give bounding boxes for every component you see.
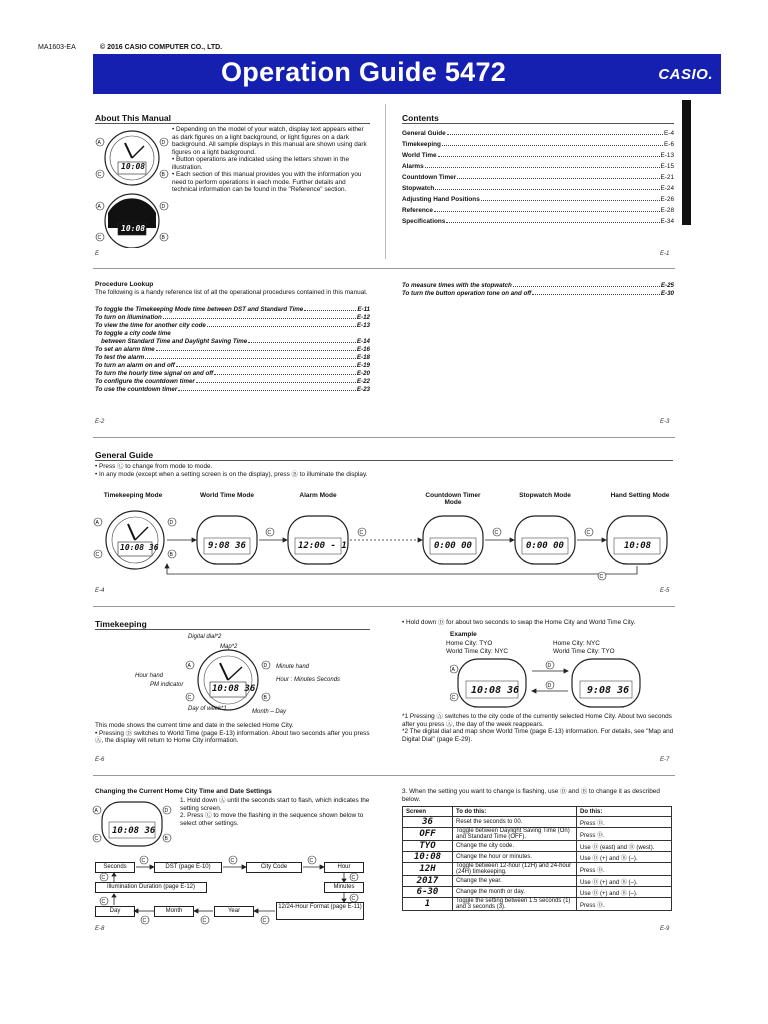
svg-text:A: A — [97, 140, 101, 146]
general-title: General Guide — [95, 450, 154, 460]
page-number: E — [95, 251, 100, 257]
mode-label-alarm: Alarm Mode — [299, 492, 337, 499]
column-header: Do this: — [577, 807, 672, 817]
flow-illumination: Illumination Duration (page E-12) — [95, 882, 207, 893]
general-bullet-2: • In any mode (except when a setting screen is on the display), press Ⓑ to illuminate the display. — [95, 470, 368, 478]
svg-text:C: C — [101, 875, 106, 881]
page-number: E-2 — [95, 419, 105, 425]
timekeeping-text — [95, 722, 375, 745]
step-3: 3. When the setting you want to change is flashing, use Ⓓ and Ⓑ to change it as described below. — [402, 788, 660, 803]
table-row: 36 Reset the seconds to 00. Press Ⓓ. — [403, 817, 672, 828]
display-alarm: 12:00 - 1 — [298, 541, 347, 551]
procedure-item[interactable]: To use the countdown timer E-23 — [95, 386, 370, 393]
mode-cycle-diagram — [92, 510, 682, 582]
svg-text:C: C — [586, 530, 591, 536]
column-header: Screen — [403, 807, 453, 817]
svg-text:D: D — [169, 520, 174, 526]
display-countdown: 0:00 00 — [434, 541, 472, 551]
label-digital-dial: Digital dial*2 — [188, 634, 222, 640]
svg-text:C: C — [97, 235, 102, 241]
procedure-item[interactable]: To turn the hourly time signal on and off E-20 — [95, 370, 370, 377]
toc-item[interactable]: Timekeeping E-6 — [402, 141, 674, 148]
svg-text:C: C — [351, 896, 356, 902]
svg-text:B: B — [161, 172, 165, 178]
svg-text:C: C — [95, 552, 100, 558]
setting-watch-diagram — [92, 798, 172, 848]
svg-text:B: B — [263, 695, 267, 701]
procedure-item[interactable]: To test the alarm E-18 — [95, 354, 370, 361]
table-row: 1 Toggle the setting between 1.5 seconds (1) and 3 seconds (3). Press Ⓓ. — [403, 898, 672, 911]
watch-display-top: 10:08 — [121, 162, 146, 171]
svg-text:C: C — [142, 918, 147, 924]
table-row: 12H Toggle between 12-hour (12H) and 24-hour (24H) timekeeping. Press Ⓓ. — [403, 863, 672, 876]
svg-text:C: C — [94, 836, 99, 842]
page-separator — [93, 606, 675, 607]
general-bullets — [95, 463, 415, 478]
toc-item[interactable]: Alarms E-15 — [402, 163, 674, 170]
example-1-home: Home City: TYO — [446, 640, 493, 647]
svg-text:C: C — [359, 530, 364, 536]
swap-bullet: • Hold down Ⓓ for about two seconds to swap the Home City and World Time City. — [402, 619, 636, 626]
step-1: 1. Hold down Ⓐ until the seconds start to flash, which indicates the setting screen. — [180, 797, 370, 812]
table-row: 2017 Change the year. Use Ⓓ (+) and Ⓑ (–). — [403, 876, 672, 887]
step-2: 2. Press Ⓒ to move the flashing in the sequence shown below to select other settings. — [180, 812, 364, 827]
page-separator — [93, 437, 675, 438]
label-dow: Day of week*1 — [188, 706, 227, 712]
example-2-home: Home City: NYC — [553, 640, 600, 647]
title-banner — [93, 54, 721, 94]
procedure-intro: The following is a handy reference list of all the operational procedures contained in this manual. — [95, 289, 368, 296]
example-1-world: World Time City: NYC — [446, 647, 509, 655]
svg-text:A: A — [97, 204, 101, 210]
label-minute-hand: Minute hand — [276, 664, 310, 670]
procedure-item[interactable]: To toggle a city code time — [95, 330, 171, 337]
watch-hand-setting — [607, 516, 667, 564]
svg-text:C: C — [267, 530, 272, 536]
timekeeping-display: 10:08 36 — [212, 684, 256, 694]
svg-text:C: C — [309, 858, 314, 864]
about-paragraph-2: • Button operations are indicated using the letters shown in the illustration. — [172, 156, 350, 171]
toc-item[interactable]: Specifications E-34 — [402, 218, 674, 225]
svg-text:A: A — [451, 667, 455, 673]
page-separator — [93, 775, 675, 776]
document-code: MA1603-EA — [38, 44, 76, 51]
svg-text:C: C — [262, 918, 267, 924]
watch-world-time — [197, 516, 257, 564]
watch-face-top — [96, 131, 168, 185]
about-rule — [95, 123, 370, 124]
flow-arrows — [92, 855, 372, 930]
page-number: E-1 — [660, 251, 670, 257]
flow-year: Year — [214, 906, 254, 917]
page-number: E-3 — [660, 419, 670, 425]
label-md: Month – Day — [252, 709, 287, 715]
page-number: E-9 — [660, 926, 670, 932]
page-title: Operation Guide 5472 — [221, 57, 507, 87]
svg-text:B: B — [169, 552, 173, 558]
about-paragraph-3: • Each section of this manual provides you with the information you need to perform operations in each mode. Further details and technical information can be found in the "Reference" section. — [172, 171, 362, 193]
toc-item[interactable]: World Time E-13 — [402, 152, 674, 159]
display-hand-setting: 10:08 — [624, 541, 652, 551]
label-hour-hand: Hour hand — [135, 673, 164, 679]
svg-text:A: A — [94, 808, 98, 814]
mode-label-hand-setting: Hand Setting Mode — [610, 492, 670, 499]
label-pm: PM indicator — [150, 682, 184, 688]
page-number: E-5 — [660, 588, 670, 594]
example-2-world: World Time City: TYO — [553, 647, 615, 655]
example-display-2: 9:08 36 — [587, 685, 630, 696]
svg-text:A: A — [187, 663, 191, 669]
svg-text:D: D — [263, 663, 268, 669]
timekeeping-rule — [95, 629, 370, 630]
about-title: About This Manual — [95, 113, 172, 123]
table-header-row — [403, 807, 672, 817]
flow-city-code: City Code — [246, 862, 302, 873]
svg-text:D: D — [161, 140, 166, 146]
flow-seconds: Seconds — [95, 862, 135, 873]
procedure-list — [95, 305, 370, 393]
note-2: *2 The digital dial and map show World Time (page E-13) information. For details, see "Map and Digital Dial" (page E-29). — [402, 728, 674, 743]
table-row: 6-30 Change the month or day. Use Ⓓ (+) and Ⓑ (–). — [403, 887, 672, 898]
setting-display: 10:08 36 — [112, 826, 156, 836]
section-tab — [682, 100, 691, 225]
procedure-list-right — [402, 281, 674, 297]
copyright: © 2016 CASIO COMPUTER CO., LTD. — [100, 44, 223, 51]
svg-text:D: D — [164, 808, 169, 814]
mode-label-stopwatch: Stopwatch Mode — [519, 492, 571, 499]
svg-text:C: C — [451, 695, 456, 701]
svg-text:B: B — [164, 836, 168, 842]
watch-face-bottom — [96, 194, 168, 248]
label-map: Map*2 — [220, 644, 238, 650]
page-number: E-6 — [95, 757, 105, 763]
settings-table — [402, 806, 672, 911]
svg-text:A: A — [95, 520, 99, 526]
watch-stopwatch — [515, 516, 575, 564]
example-display-1: 10:08 36 — [471, 685, 520, 696]
note-1: *1 Pressing Ⓐ switches to the city code of the currently selected Home City. About two seconds after you press Ⓐ, the day of the week reappears. — [402, 713, 672, 728]
contents-list — [402, 126, 674, 225]
svg-text:C: C — [141, 858, 146, 864]
flow-hour: Hour — [324, 862, 364, 873]
display-timekeeping: 10:08 36 — [120, 543, 159, 552]
procedure-title: Procedure Lookup — [95, 281, 154, 288]
procedure-item[interactable]: To toggle the Timekeeping Mode time between DST and Standard Time E-11 — [95, 306, 370, 313]
svg-text:D: D — [161, 204, 166, 210]
svg-text:C: C — [230, 858, 235, 864]
toc-item[interactable]: Countdown Timer E-21 — [402, 174, 674, 181]
svg-text:C: C — [101, 899, 106, 905]
flow-month: Month — [154, 906, 194, 917]
timekeeping-title: Timekeeping — [95, 619, 147, 629]
watch-display-bottom: 10:08 — [121, 224, 146, 233]
svg-text:C: C — [599, 574, 604, 580]
changing-title: Changing the Current Home City Time and Date Settings — [95, 788, 272, 795]
label-hms: Hour : Minutes Seconds — [276, 677, 341, 683]
svg-text:B: B — [161, 235, 165, 241]
mode-label-world-time: World Time Mode — [200, 492, 254, 499]
toc-item[interactable]: Stopwatch E-24 — [402, 185, 674, 192]
svg-text:C: C — [97, 172, 102, 178]
table-row: 10:08 Change the hour or minutes. Use Ⓓ (+) and Ⓑ (–). — [403, 852, 672, 863]
svg-text:C: C — [351, 875, 356, 881]
procedure-item[interactable]: To turn an alarm on and off E-19 — [95, 362, 370, 369]
general-rule — [95, 460, 673, 461]
contents-rule — [402, 123, 674, 124]
page-number: E-8 — [95, 926, 105, 932]
timekeeping-watch-diagram — [180, 645, 280, 715]
watch-timekeeping — [106, 511, 164, 569]
general-bullet-1: • Press Ⓒ to change from mode to mode. — [95, 463, 213, 470]
example-2 — [553, 640, 615, 655]
contents-title: Contents — [402, 113, 439, 123]
flow-day: Day — [95, 906, 135, 917]
svg-text:C: C — [202, 918, 207, 924]
procedure-item[interactable]: To turn the button operation tone on and off E-30 — [402, 290, 674, 297]
page-number: E-4 — [95, 588, 105, 594]
procedure-item[interactable]: To measure times with the stopwatch E-25 — [402, 282, 674, 289]
flow-12-24-format: 12/24-Hour Format (page E-11) — [276, 902, 364, 920]
toc-item[interactable]: General Guide E-4 — [402, 130, 674, 137]
mode-label-countdown: Countdown Timer Mode — [425, 492, 481, 506]
mode-label-timekeeping: Timekeeping Mode — [103, 492, 163, 499]
timekeeping-intro: This mode shows the current time and date in the selected Home City. — [95, 722, 294, 729]
procedure-item[interactable]: between Standard Time and Daylight Saving Time E-14 — [101, 338, 370, 345]
svg-text:C: C — [187, 695, 192, 701]
procedure-item[interactable]: To configure the countdown timer E-22 — [95, 378, 370, 385]
watch-alarm — [288, 516, 348, 564]
example-title: Example — [450, 631, 477, 638]
timekeeping-notes — [402, 713, 674, 743]
page-number: E-7 — [660, 757, 670, 763]
table-row: OFF Toggle between Daylight Saving Time (On) and Standard Time (OFF). Press Ⓓ. — [403, 828, 672, 841]
flow-dst: DST (page E-10) — [154, 862, 222, 873]
column-header: To do this: — [453, 807, 577, 817]
svg-text:C: C — [494, 530, 499, 536]
changing-steps — [180, 797, 370, 827]
display-world-time: 9:08 36 — [208, 541, 246, 551]
display-stopwatch: 0:00 00 — [526, 541, 564, 551]
watch-countdown — [423, 516, 483, 564]
timekeeping-bullet: • Pressing Ⓓ switches to World Time (page E-13) information. About two seconds after you press Ⓐ, the display will return to Home City information. — [95, 729, 370, 744]
table-row: TYO Change the city code. Use Ⓓ (east) and Ⓑ (west). — [403, 841, 672, 852]
flow-minutes: Minutes — [324, 882, 364, 893]
svg-text:D: D — [547, 683, 552, 689]
casio-logo: CASIO. — [658, 66, 713, 83]
svg-text:D: D — [547, 663, 552, 669]
toc-item[interactable]: Reference E-28 — [402, 207, 674, 214]
about-paragraph-1: • Depending on the model of your watch, display text appears either as dark figures on a light background, or light figures on a dark background. All sample displays in this manual are shown using dark figures on a light background. — [172, 126, 367, 156]
toc-item[interactable]: Adjusting Hand Positions E-26 — [402, 196, 674, 203]
swap-example-diagram — [450, 655, 660, 710]
about-text — [172, 126, 372, 194]
page-separator — [93, 268, 675, 269]
procedure-item[interactable]: To view the time for another city code E-13 — [95, 322, 370, 329]
column-divider — [385, 104, 386, 259]
procedure-item[interactable]: To set an alarm time E-16 — [95, 346, 370, 353]
procedure-item[interactable]: To turn on illumination E-12 — [95, 314, 370, 321]
example-1 — [446, 640, 508, 655]
